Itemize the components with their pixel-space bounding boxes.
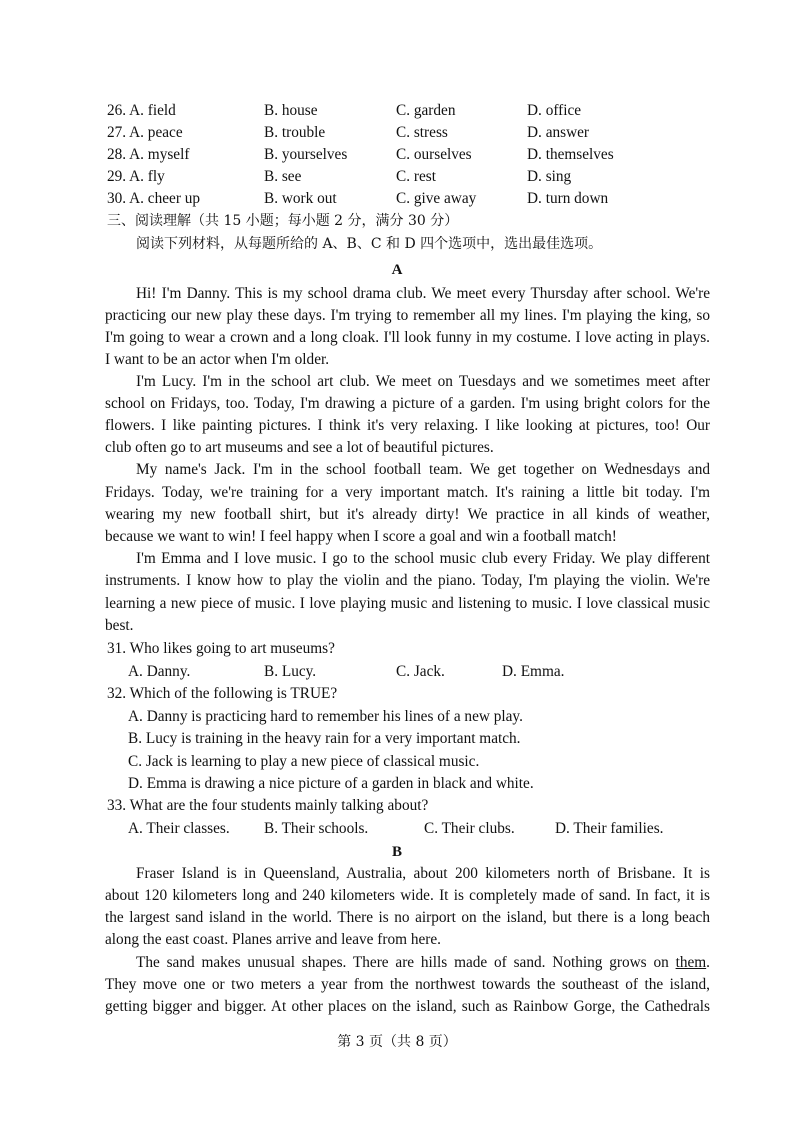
option-28-c: C. ourselves bbox=[396, 146, 472, 163]
passage-a-line: practicing our new play these days. I'm trying to remember all my lines. I'm playing the king, so bbox=[105, 307, 710, 324]
passage-a-line: because we want to win! I feel happy when I score a goal and win a football match! bbox=[105, 528, 617, 545]
option-26-d: D. office bbox=[527, 102, 582, 119]
option-29-b: B. see bbox=[264, 168, 302, 185]
passage-a-line: I'm Lucy. I'm in the school art club. We meet on Tuesdays and we sometimes meet after bbox=[136, 373, 710, 390]
question-31-stem: 31. Who likes going to art museums? bbox=[107, 640, 335, 657]
question-31-option-a[interactable]: A. Danny. bbox=[128, 663, 191, 680]
option-30-a: 30. A. cheer up bbox=[107, 190, 201, 207]
passage-b-line5-after: . bbox=[706, 954, 710, 971]
passage-b-line: Fraser Island is in Queensland, Australia, about 200 kilometers north of Brisbane. It is bbox=[136, 865, 710, 882]
question-31-option-b[interactable]: B. Lucy. bbox=[264, 663, 317, 680]
passage-a-line: learning a new piece of music. I love playing music and listening to music. I love classical music bbox=[105, 595, 710, 612]
option-28-b: B. yourselves bbox=[264, 146, 348, 163]
question-33-option-c[interactable]: C. Their clubs. bbox=[424, 820, 515, 837]
option-30-b: B. work out bbox=[264, 190, 337, 207]
passage-a-line: club often go to art museums and see a lot of beautiful pictures. bbox=[105, 439, 494, 456]
passage-a-line: Fridays. Today, we're training for a very important match. It's raining a little bit today. I'm bbox=[105, 484, 710, 501]
passage-a-line: My name's Jack. I'm in the school football team. We get together on Wednesdays and bbox=[136, 461, 710, 478]
option-29-a: 29. A. fly bbox=[107, 168, 165, 185]
passage-b-line: about 120 kilometers long and 240 kilometers wide. It is completely made of sand. In fact, it is bbox=[105, 887, 710, 904]
question-32-option-b[interactable]: B. Lucy is training in the heavy rain for a very important match. bbox=[128, 730, 521, 747]
passage-a-line: instruments. I know how to play the violin and the piano. Today, I'm playing the violin. We're bbox=[105, 572, 710, 589]
passage-b-line: getting bigger and bigger. At other places on the island, such as Rainbow Gorge, the Cathedrals bbox=[105, 998, 710, 1015]
question-33-option-d[interactable]: D. Their families. bbox=[555, 820, 664, 837]
option-29-c: C. rest bbox=[396, 168, 436, 185]
question-31-option-d[interactable]: D. Emma. bbox=[502, 663, 565, 680]
passage-a-line: school on Fridays, too. Today, I'm drawing a picture of a garden. I'm using bright colors for the bbox=[105, 395, 710, 412]
option-30-c: C. give away bbox=[396, 190, 477, 207]
passage-a-line: I'm going to wear a crown and a long cloak. I'll look funny in my costume. I love acting in plays. bbox=[105, 329, 710, 346]
option-29-d: D. sing bbox=[527, 168, 572, 185]
page-footer: 第 3 页（共 8 页） bbox=[337, 1034, 457, 1050]
option-27-b: B. trouble bbox=[264, 124, 326, 141]
passage-b-label: B bbox=[391, 844, 402, 860]
passage-a-line: I want to be an actor when I'm older. bbox=[105, 351, 330, 368]
question-31-option-c[interactable]: C. Jack. bbox=[396, 663, 445, 680]
passage-a-line: best. bbox=[105, 617, 134, 634]
question-33-option-b[interactable]: B. Their schools. bbox=[264, 820, 369, 837]
question-33-stem: 33. What are the four students mainly talking about? bbox=[107, 797, 429, 814]
passage-a-line: Hi! I'm Danny. This is my school drama club. We meet every Thursday after school. We're bbox=[136, 285, 710, 302]
question-32-option-d[interactable]: D. Emma is drawing a nice picture of a garden in black and white. bbox=[128, 775, 534, 792]
passage-b-line: They move one or two meters a year from the northwest towards the southeast of the island, bbox=[105, 976, 710, 993]
passage-a-line: wearing my new football shirt, but it's already dirty! We practice in all kinds of weather, bbox=[105, 506, 710, 523]
option-26-a: 26. A. field bbox=[107, 102, 176, 119]
option-27-d: D. answer bbox=[527, 124, 590, 141]
passage-a-label: A bbox=[391, 262, 403, 278]
section-instruction: 阅读下列材料，从每题所给的 A、B、C 和 D 四个选项中，选出最佳选项。 bbox=[136, 236, 603, 252]
question-32-option-c[interactable]: C. Jack is learning to play a new piece of classical music. bbox=[128, 753, 480, 770]
option-28-d: D. themselves bbox=[527, 146, 614, 163]
passage-b-line bbox=[136, 952, 710, 974]
passage-b-line5-before: The sand makes unusual shapes. There are hills made of sand. Nothing grows on bbox=[136, 954, 676, 971]
question-33-option-a[interactable]: A. Their classes. bbox=[128, 820, 230, 837]
option-27-a: 27. A. peace bbox=[107, 124, 183, 141]
passage-a-line: I'm Emma and I love music. I go to the school music club every Friday. We play different bbox=[136, 550, 710, 567]
question-32-option-a[interactable]: A. Danny is practicing hard to remember his lines of a new play. bbox=[128, 708, 523, 725]
option-26-c: C. garden bbox=[396, 102, 456, 119]
option-30-d: D. turn down bbox=[527, 190, 609, 207]
passage-b-line: the largest sand island in the world. There is no airport on the island, but there is a long beach bbox=[105, 909, 710, 926]
option-28-a: 28. A. myself bbox=[107, 146, 190, 163]
question-32-stem: 32. Which of the following is TRUE? bbox=[107, 685, 338, 702]
option-26-b: B. house bbox=[264, 102, 318, 119]
passage-a-line: flowers. I like painting pictures. I think it's very relaxing. I like looking at pictures, too! Our bbox=[105, 417, 710, 434]
section-heading: 三、阅读理解（共 15 小题；每小题 2 分，满分 30 分） bbox=[107, 213, 459, 229]
option-27-c: C. stress bbox=[396, 124, 448, 141]
underlined-word-them: them bbox=[675, 954, 707, 971]
passage-b-line: along the east coast. Planes arrive and leave from here. bbox=[105, 931, 441, 948]
